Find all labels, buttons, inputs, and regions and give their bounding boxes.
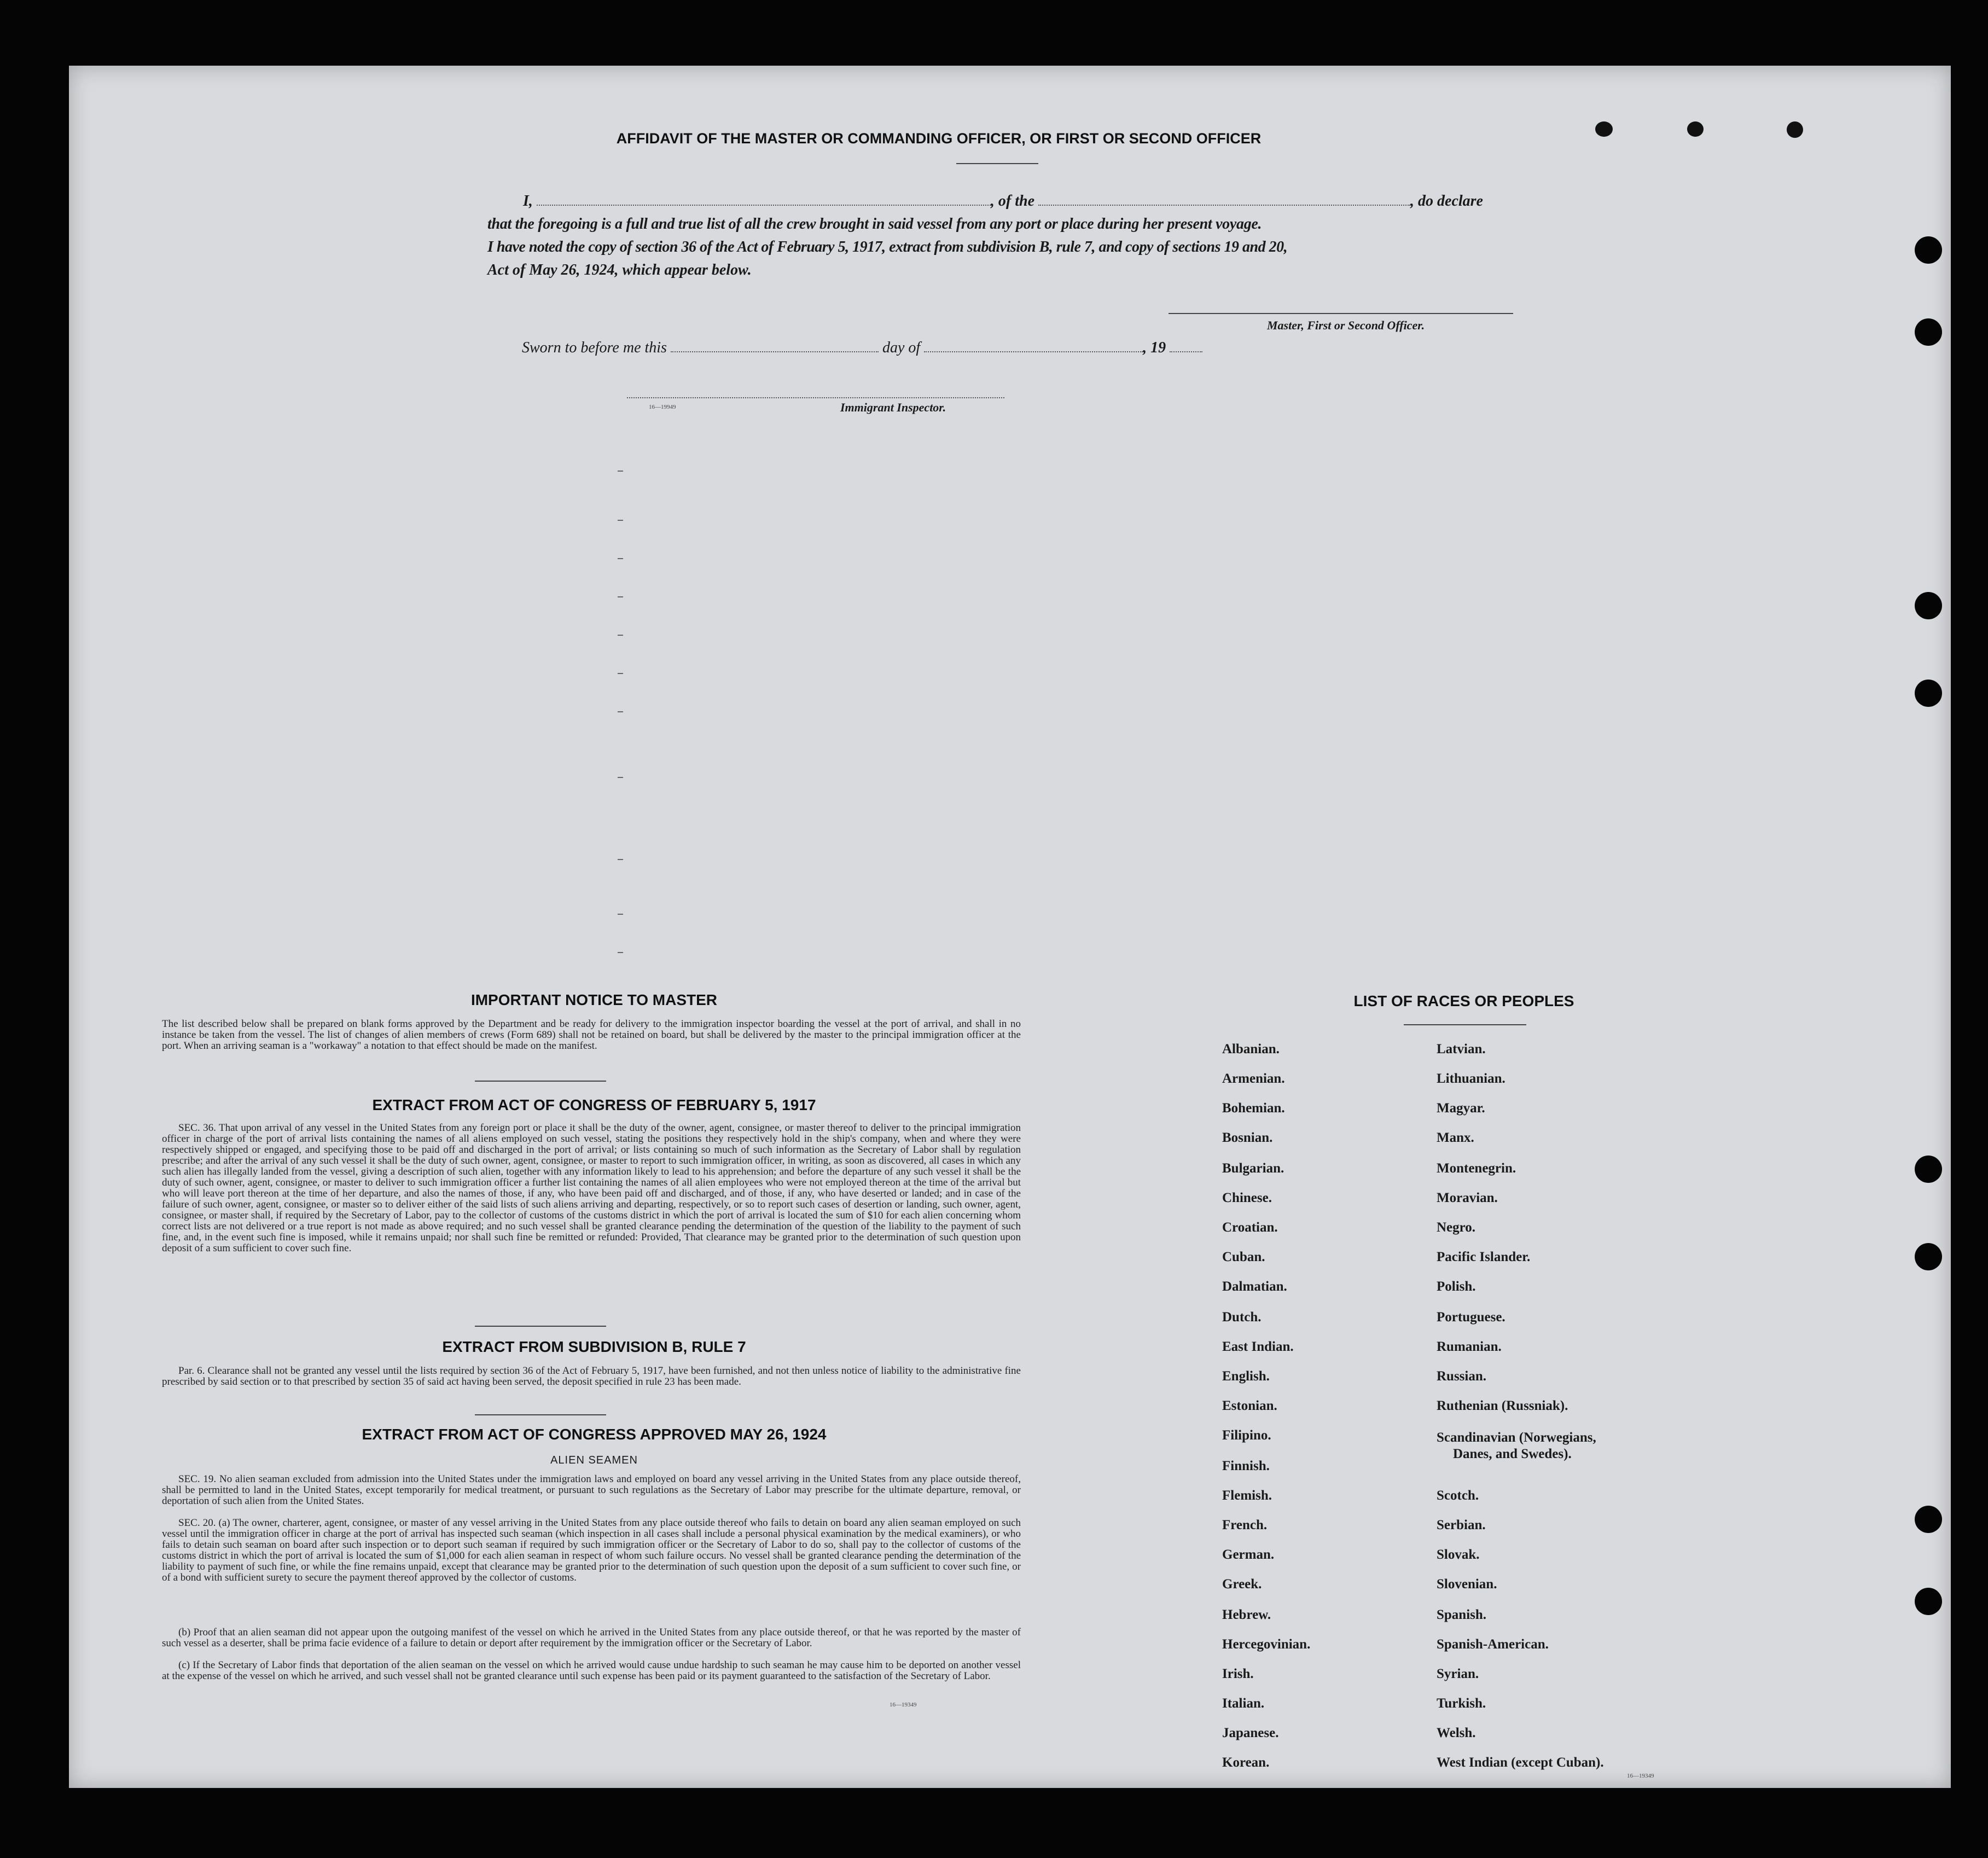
race-item: Serbian. [1437, 1518, 1486, 1532]
extract-1924-heading: EXTRACT FROM ACT OF CONGRESS APPROVED MAY 26, 1924 [362, 1426, 827, 1443]
title-rule [956, 163, 1038, 164]
alien-seamen-subheading: ALIEN SEAMEN [550, 1454, 638, 1466]
race-item: Ruthenian (Russniak). [1437, 1398, 1568, 1413]
race-item: Manx. [1437, 1130, 1474, 1145]
ink-blot [1687, 121, 1704, 137]
line1-of-the: , of the [990, 193, 1035, 210]
race-item: Italian. [1222, 1696, 1265, 1711]
race-item: Dutch. [1222, 1310, 1262, 1325]
race-item: Magyar. [1437, 1101, 1485, 1116]
margin-mark [618, 673, 623, 674]
race-item: Lithuanian. [1437, 1071, 1505, 1086]
race-item: Moravian. [1437, 1191, 1498, 1205]
race-item: Cuban. [1222, 1250, 1265, 1264]
race-item: Spanish. [1437, 1607, 1487, 1622]
inspector-label: Immigrant Inspector. [840, 400, 946, 414]
race-item: Irish. [1222, 1667, 1254, 1681]
signature-label: Master, First or Second Officer. [1267, 318, 1425, 332]
line1-declare: , do declare [1410, 193, 1483, 210]
race-item: Portuguese. [1437, 1310, 1505, 1325]
sec-20a-body: SEC. 20. (a) The owner, charterer, agent, consignee, or master of any vessel arriving in the United States from any place outside thereof who fails to detain on board any alien seaman employed on such vessel until the immigration officer in charge at the port of arrival has inspected such seaman (which inspection in all cases shall include a personal physical examination by the medical examiners), or who fails to detain such seaman on board after such inspection or to deport such seaman if required by such immigration officer or the Secretary of Labor to do so, shall pay to the collector of customs of the customs district in which the port of arrival is located the sum of $1,000 for each alien seaman in respect of whom such failure occurs. No vessel shall be granted clearance pending the determination of the liability to payment of such fine, or while the fine remains unpaid, except that clearance may be granted prior to the determination of such question upon the deposit of a sum sufficient to cover such fine, or of a bond with sufficient surety to secure the payment thereof approved by the collector of customs. [162, 1517, 1021, 1583]
race-item: Bohemian. [1222, 1101, 1285, 1116]
form-number-top: 16—19949 [649, 404, 676, 410]
affidavit-title: AFFIDAVIT OF THE MASTER OR COMMANDING OFFICER, OR FIRST OR SECOND OFFICER [616, 130, 1262, 147]
section-rule [475, 1414, 606, 1415]
race-item-continuation: Danes, and Swedes). [1453, 1447, 1572, 1461]
affidavit-line-4: Act of May 26, 1924, which appear below. [487, 262, 752, 278]
punch-hole [1915, 236, 1942, 264]
punch-hole [1915, 592, 1942, 619]
race-item: French. [1222, 1518, 1268, 1532]
punch-hole [1915, 1588, 1942, 1615]
race-item: German. [1222, 1547, 1275, 1562]
punch-hole [1915, 1506, 1942, 1533]
ink-blot [1787, 121, 1803, 138]
race-item: Rumanian. [1437, 1339, 1502, 1354]
form-number-left: 16—19349 [890, 1702, 917, 1708]
race-item: Croatian. [1222, 1220, 1278, 1235]
sec-20c-body: (c) If the Secretary of Labor finds that deportation of the alien seaman on the vessel on which he arrived would cause undue hardship to such seaman he may cause him to be deported on another vessel at the expense of the vessel on which he arrived, and such vessel shall not be granted clearance until such expense has been paid or its payment guaranteed to the satisfaction of the Secretary of Labor. [162, 1659, 1021, 1682]
race-item: Korean. [1222, 1755, 1270, 1770]
race-item: Russian. [1437, 1369, 1487, 1384]
document-page [69, 66, 1951, 1788]
year-label: , 19 [1143, 339, 1166, 356]
sworn-month-field[interactable] [924, 339, 1143, 352]
vessel-field[interactable] [1038, 193, 1410, 206]
race-item: Turkish. [1437, 1696, 1486, 1711]
sec-20b-body: (b) Proof that an alien seaman did not appear upon the outgoing manifest of the vessel on which he arrived in the United States from any place outside thereof, or that he was reported by the master of such vessel as a deserter, shall be prima facie evidence of a failure to detain or deport after requirement by the immigration officer or the Secretary of Labor. [162, 1627, 1021, 1649]
race-item: Pacific Islander. [1437, 1250, 1531, 1264]
race-item: Montenegrin. [1437, 1161, 1516, 1176]
day-of-label: day of [882, 339, 921, 356]
affidavit-line-1 [523, 193, 1606, 210]
margin-mark [618, 914, 623, 915]
notice-body: The list described below shall be prepared on blank forms approved by the Department and be ready for delivery to the immigration inspector boarding the vessel at the port of arrival, and shall in no instance be taken from the vessel. The list of changes of alien members of crews (Form 689) shall not be retained on board, but shall be delivered by the master to the principal immigration officer at the port. When an arriving seaman is a "workaway" a notation to that effect should be made on the manifest. [162, 1018, 1021, 1052]
punch-hole [1915, 680, 1942, 707]
section-rule [475, 1326, 606, 1327]
notice-heading: IMPORTANT NOTICE TO MASTER [470, 991, 718, 1008]
margin-mark [618, 635, 623, 636]
race-item: Bosnian. [1222, 1130, 1273, 1145]
margin-mark [618, 471, 623, 472]
race-item: Dalmatian. [1222, 1279, 1287, 1294]
name-field[interactable] [537, 193, 991, 206]
margin-mark [618, 596, 623, 597]
sec-19-body: SEC. 19. No alien seaman excluded from admission into the United States under the immigration laws and employed on board any vessel arriving in the United States from any place outside thereof, shall be permitted to land in the United States, except temporarily for medical treatment, or pursuant to such regulations as the Secretary of Labor may prescribe for the ultimate departure, removal, or deportation of such alien from the United States. [162, 1473, 1021, 1507]
inspector-line[interactable] [627, 397, 1004, 398]
signature-line[interactable] [1169, 313, 1513, 314]
affidavit-line-3: I have noted the copy of section 36 of the Act of February 5, 1917, extract from subdivision B, rule 7, and copy of sections 19 and 20, [487, 239, 1288, 256]
sworn-day-field[interactable] [671, 339, 879, 352]
race-item: Polish. [1437, 1279, 1476, 1294]
race-item: Estonian. [1222, 1398, 1277, 1413]
races-rule [1404, 1024, 1526, 1025]
form-number-right: 16—19349 [1627, 1773, 1654, 1779]
line1-i: I, [523, 193, 533, 210]
margin-mark [618, 952, 623, 953]
ink-blot [1595, 121, 1613, 137]
race-item: Chinese. [1222, 1191, 1272, 1205]
subdivision-b-body: Par. 6. Clearance shall not be granted any vessel until the lists required by section 36 of the Act of February 5, 1917, have been furnished, and not then unless notice of liability to the administrative fine prescribed by said section or to that prescribed by section 35 of said act having been served, the deposit specified in rule 23 has been made. [162, 1365, 1021, 1387]
margin-mark [618, 711, 623, 712]
sworn-line [522, 339, 1202, 357]
margin-mark [618, 558, 623, 559]
section-rule [475, 1081, 606, 1082]
margin-mark [618, 777, 623, 778]
punch-hole [1915, 318, 1942, 346]
margin-mark [618, 520, 623, 521]
race-item: Spanish-American. [1437, 1637, 1549, 1652]
margin-mark [618, 859, 623, 860]
race-item: Scotch. [1437, 1488, 1479, 1503]
punch-hole [1915, 1156, 1942, 1183]
races-heading: LIST OF RACES OR PEOPLES [1353, 992, 1574, 1009]
race-item: Slovenian. [1437, 1577, 1497, 1592]
race-item: English. [1222, 1369, 1270, 1384]
race-item: Hercegovinian. [1222, 1637, 1311, 1652]
race-item: Japanese. [1222, 1726, 1279, 1740]
race-item: Scandinavian (Norwegians, [1437, 1430, 1596, 1445]
race-item: Filipino. [1222, 1428, 1271, 1443]
race-item: Armenian. [1222, 1071, 1285, 1086]
race-item: Finnish. [1222, 1459, 1270, 1473]
sworn-year-field[interactable] [1170, 339, 1202, 352]
race-item: Flemish. [1222, 1488, 1272, 1503]
race-item: East Indian. [1222, 1339, 1294, 1354]
race-item: Latvian. [1437, 1042, 1486, 1056]
race-item: Greek. [1222, 1577, 1262, 1592]
race-item: Slovak. [1437, 1547, 1480, 1562]
race-item: Albanian. [1222, 1042, 1280, 1056]
sworn-label: Sworn to before me this [522, 339, 667, 356]
race-item: Welsh. [1437, 1726, 1476, 1740]
punch-hole [1915, 1243, 1942, 1270]
race-item: Syrian. [1437, 1667, 1479, 1681]
affidavit-line-2: that the foregoing is a full and true list of all the crew brought in said vessel from any port or place during her present voyage. [487, 216, 1262, 233]
extract-1917-heading: EXTRACT FROM ACT OF CONGRESS OF FEBRUARY 5, 1917 [372, 1096, 816, 1113]
race-item: Negro. [1437, 1220, 1476, 1235]
subdivision-b-heading: EXTRACT FROM SUBDIVISION B, RULE 7 [442, 1338, 746, 1355]
race-item: Bulgarian. [1222, 1161, 1284, 1176]
race-item: Hebrew. [1222, 1607, 1271, 1622]
race-item: West Indian (except Cuban). [1437, 1755, 1604, 1770]
extract-1917-body: SEC. 36. That upon arrival of any vessel in the United States from any foreign port or place it shall be the duty of the owner, agent, consignee, or master thereof to deliver to the principal immigration officer in charge of the port of arrival lists containing the names of all aliens employed on such vessel, stating the positions they respectively hold in the ship's company, when and where they were respectively shipped or engaged, and specifying those to be paid off and discharged in the port of arrival; or lists containing so much of such information as the Secretary of Labor shall by regulation prescribe; and after the arrival of any such vessel it shall be the duty of such owner, agent, consignee, or master to report to such immigration officer, in writing, as soon as discovered, all cases in which any such alien has illegally landed from the vessel, giving a description of such alien, together with any information likely to lead to his apprehension; and before the departure of any such vessel it shall be the duty of such owner, agent, consignee, or master to deliver to such immigration officer a further list containing the names of all alien employees who were not employed thereon at the time of the arrival but who will leave port thereon at the time of her departure, and also the names of those, if any, who have been paid off and discharged, and of those, if any, who have deserted or landed; and in case of the failure of such owner, agent, consignee, or master so to deliver either of the said lists of such aliens arriving and departing, respectively, or so to report such cases of desertion or landing, such owner, agent, consignee, or master shall, if required by the Secretary of Labor, pay to the collector of customs of the customs district in which the port of arrival is located the sum of $10 for each alien concerning whom correct lists are not delivered or a true report is not made as above required; and no such vessel shall be granted clearance pending the determination of the question of the liability to the payment of such fine, and, in the event such fine is imposed, while it remains unpaid; nor shall such fine be remitted or refunded: Provided, That clearance may be granted prior to the determination of such question upon deposit of a sum sufficient to cover such fine. [162, 1122, 1021, 1254]
